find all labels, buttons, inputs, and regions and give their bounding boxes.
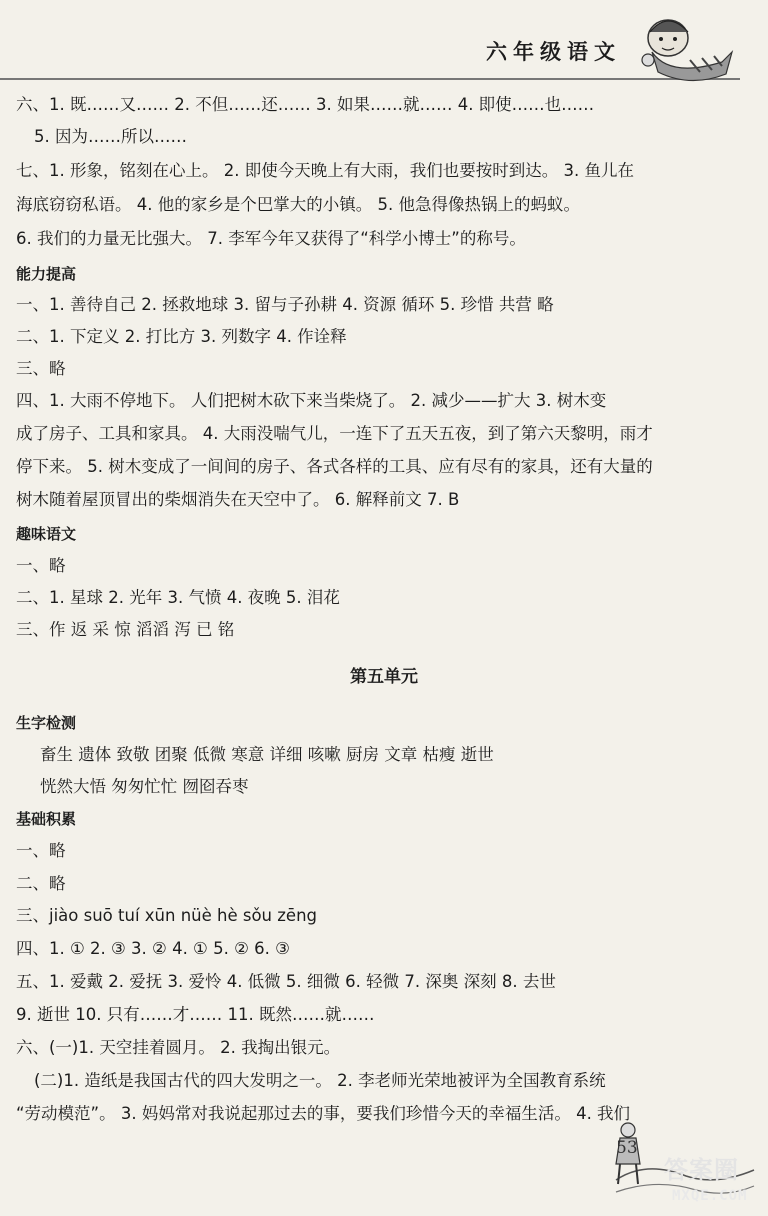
answer-line: 六、(一)1. 天空挂着圆月。 2. 我掏出银元。 (16, 1038, 341, 1057)
kid-mascot-icon (630, 8, 740, 88)
answer-line: 五、1. 爱戴 2. 爱抚 3. 爱怜 4. 低微 5. 细微 6. 轻微 7. 深奥 深刻 8. 去世 (16, 972, 556, 991)
unit-title: 第五单元 (350, 667, 418, 687)
section-heading-fun: 趣味语文 (16, 525, 77, 543)
answer-line: 停下来。 5. 树木变成了一间间的房子、各式各样的工具、应有尽有的家具，还有大量的 (16, 457, 653, 476)
header-title: 六年级语文 (486, 39, 621, 64)
answer-line: 一、略 (16, 841, 66, 860)
header-rule (0, 78, 740, 80)
answer-line: 一、略 (16, 556, 66, 575)
answer-line: 四、1. 大雨不停地下。 人们把树木砍下来当柴烧了。 2. 减少——扩大 3. 树木变 (16, 391, 607, 410)
answer-line: 6. 我们的力量无比强大。 7. 李军今年又获得了“科学小博士”的称号。 (16, 229, 526, 248)
answer-line: 一、1. 善待自己 2. 拯救地球 3. 留与子孙耕 4. 资源 循环 5. 珍惜 共营 略 (16, 295, 554, 314)
answer-line: 树木随着屋顶冒出的柴烟消失在天空中了。 6. 解释前文 7. B (16, 490, 460, 509)
answer-line: 畜生 遗体 致敬 团聚 低微 寒意 详细 咳嗽 厨房 文章 枯瘦 逝世 (40, 745, 494, 764)
section-heading-ability: 能力提高 (16, 265, 77, 283)
answer-line: 海底窃窃私语。 4. 他的家乡是个巴掌大的小镇。 5. 他急得像热锅上的蚂蚁。 (16, 195, 580, 214)
answer-line: “劳动模范”。 3. 妈妈常对我说起那过去的事，要我们珍惜今天的幸福生活。 4. 我们 (16, 1104, 631, 1123)
section-heading-shengzi: 生字检测 (16, 714, 77, 732)
page-number: 53 (616, 1138, 638, 1158)
section-heading-jichu: 基础积累 (16, 810, 77, 828)
answer-line: 成了房子、工具和家具。 4. 大雨没喘气儿，一连下了五天五夜，到了第六天黎明，雨才 (16, 424, 653, 443)
answer-line: 四、1. ① 2. ③ 3. ② 4. ① 5. ② 6. ③ (16, 939, 290, 958)
watermark-url: MXQE.COM (672, 1188, 748, 1204)
answer-line: 9. 逝世 10. 只有……才…… 11. 既然……就…… (16, 1005, 375, 1024)
watermark-logo: 答案圈 (664, 1156, 739, 1184)
answer-line: 三、作 返 采 惊 滔滔 泻 已 铭 (16, 620, 235, 639)
page-header (0, 0, 768, 100)
answer-line: 二、略 (16, 874, 66, 893)
answer-line: 二、1. 下定义 2. 打比方 3. 列数字 4. 作诠释 (16, 327, 347, 346)
answer-line: 三、略 (16, 359, 66, 378)
answer-line: 恍然大悟 匆匆忙忙 囫囵吞枣 (40, 777, 249, 796)
answer-line: 六、1. 既……又…… 2. 不但……还…… 3. 如果……就…… 4. 即使……也…… (16, 95, 595, 114)
answer-line: 二、1. 星球 2. 光年 3. 气愤 4. 夜晚 5. 泪花 (16, 588, 340, 607)
answer-line: 5. 因为……所以…… (34, 127, 187, 146)
answer-line: 三、jiào suō tuí xūn nüè hè sǒu zēng (16, 906, 317, 925)
answer-line: 七、1. 形象，铭刻在心上。 2. 即使今天晚上有大雨，我们也要按时到达。 3. 鱼儿在 (16, 161, 634, 180)
answer-line: (二)1. 造纸是我国古代的四大发明之一。 2. 李老师光荣地被评为全国教育系统 (34, 1071, 606, 1090)
